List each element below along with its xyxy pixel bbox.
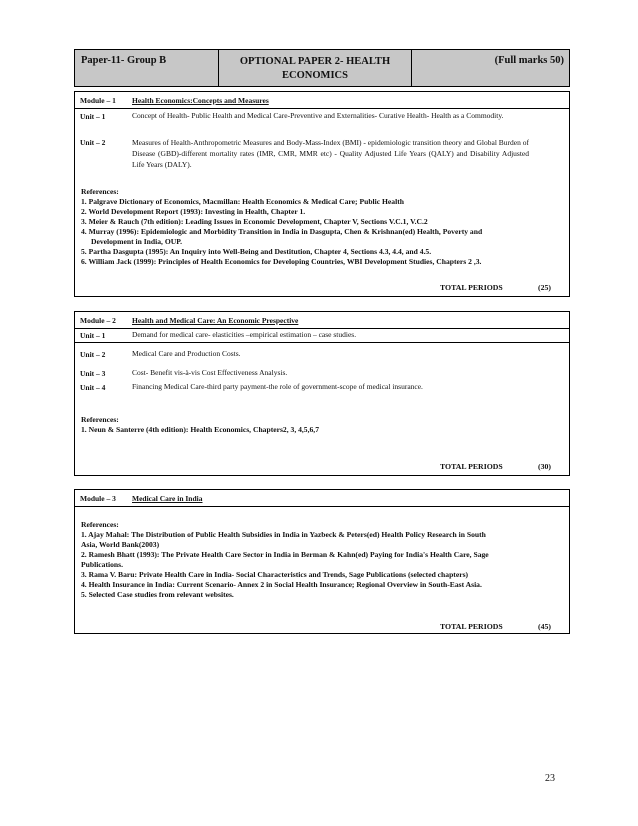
unit-description: Cost- Benefit vis-à-vis Cost Effectiveness Analysis.	[132, 368, 288, 377]
module-2-box	[74, 311, 570, 476]
reference-item: 2. Ramesh Bhatt (1993): The Private Health Care Sector in India in Berman & Kahn(ed) Paying for India's Health Care, Sage	[81, 550, 489, 559]
page-number: 23	[545, 773, 555, 784]
unit-label: Unit – 1	[80, 112, 106, 121]
unit-description: Demand for medical care- elasticities –empirical estimation – case studies.	[132, 330, 357, 339]
module-title: Health Economics:Concepts and Measures	[132, 96, 269, 105]
module-title: Health and Medical Care: An Economic Prespective	[132, 316, 299, 325]
unit-label: Unit – 2	[80, 350, 106, 359]
total-periods-label: TOTAL PERIODS	[440, 622, 503, 631]
reference-item: 3. Rama V. Baru: Private Health Care in India- Social Characteristics and Trends, Sage Publications (selected chapters)	[81, 570, 469, 579]
unit-label: Unit – 2	[80, 138, 106, 147]
reference-item: 5. Partha Dasgupta (1995): An Inquiry into Well-Being and Destitution, Chapter 4, Sections 4.3, 4.4, and 4.5.	[81, 247, 432, 256]
module-1-header-row	[75, 92, 569, 109]
module-2-header-row	[75, 312, 569, 329]
header-divider	[218, 50, 219, 86]
reference-item: Publications.	[81, 560, 123, 569]
reference-item: 4. Health Insurance in India: Current Scenario- Annex 2 in Social Health Insurance; Regional Overview in South-East Asia.	[81, 580, 482, 589]
reference-item: Development in India, OUP.	[91, 237, 183, 246]
module-3-box	[74, 489, 570, 634]
reference-item: 2. World Development Report (1993): Investing in Health, Chapter 1.	[81, 207, 306, 216]
module-title: Medical Care in India	[132, 494, 203, 503]
references-heading: References:	[81, 520, 119, 529]
references-heading: References:	[81, 415, 119, 424]
unit-divider	[75, 342, 569, 343]
total-periods-label: TOTAL PERIODS	[440, 283, 503, 292]
module-1-box	[74, 91, 570, 297]
module-3-references	[81, 520, 563, 600]
full-marks-label: (Full marks 50)	[494, 55, 564, 66]
reference-item: Asia, World Bank(2003)	[81, 540, 160, 549]
references-heading: References:	[81, 187, 119, 196]
unit-label: Unit – 3	[80, 369, 106, 378]
unit-label: Unit – 1	[80, 331, 106, 340]
unit-description: Medical Care and Production Costs.	[132, 349, 241, 358]
total-periods-label: TOTAL PERIODS	[440, 462, 503, 471]
reference-item: 4. Murray (1996): Epidemiologic and Morbidity Transition in India in Dasgupta, Chen & Krishnan(ed) Health, Poverty and	[81, 227, 483, 236]
reference-item: 3. Meier & Rauch (7th edition): Leading Issues in Economic Development, Chapter V, Sections V.C.1, V.C.2	[81, 217, 428, 226]
paper-header	[74, 49, 570, 87]
header-divider	[411, 50, 412, 86]
module-1-references	[81, 187, 563, 267]
module-label: Module – 3	[80, 494, 116, 503]
reference-item: 1. Neun & Santerre (4th edition): Health Economics, Chapters2, 3, 4,5,6,7	[81, 425, 319, 434]
module-3-header-row	[75, 490, 569, 507]
reference-item: 6. William Jack (1999): Principles of Health Economics for Developing Countries, WBI Development Studies, Chapters 2 ,3.	[81, 257, 482, 266]
reference-item: 1. Ajay Mahal: The Distribution of Public Health Subsidies in India in Yazbeck & Peters(ed) Health Policy Research in South	[81, 530, 486, 539]
unit-label: Unit – 4	[80, 383, 106, 392]
total-periods-value: (30)	[538, 462, 551, 471]
module-label: Module – 2	[80, 316, 116, 325]
unit-description: Concept of Health- Public Health and Medical Care-Preventive and Externalities- Curative Health- Health as a Commodity.	[132, 111, 504, 120]
reference-item: 5. Selected Case studies from relevant websites.	[81, 590, 234, 599]
reference-item: 1. Palgrave Dictionary of Economics, Macmillan: Health Economics & Medical Care; Public Health	[81, 197, 404, 206]
unit-description: Financing Medical Care-third party payment-the role of government-scope of medical insurance.	[132, 382, 423, 391]
paper-title: OPTIONAL PAPER 2- HEALTH ECONOMICS	[239, 56, 391, 81]
total-periods-value: (25)	[538, 283, 551, 292]
unit-description: Measures of Health-Anthropometric Measures and Body-Mass-Index (BMI) - epidemiologic transition theory and Global Burden of Disease (GBD)-different mortality rates (IMR, CMR, MMR etc) - Quality Adjusted Life Years (QALY) and Disability Adjusted Life Years (DALY).	[132, 138, 529, 169]
module-2-references	[81, 415, 563, 435]
module-label: Module – 1	[80, 96, 116, 105]
paper-group-label: Paper-11- Group B	[81, 55, 167, 66]
total-periods-value: (45)	[538, 622, 551, 631]
